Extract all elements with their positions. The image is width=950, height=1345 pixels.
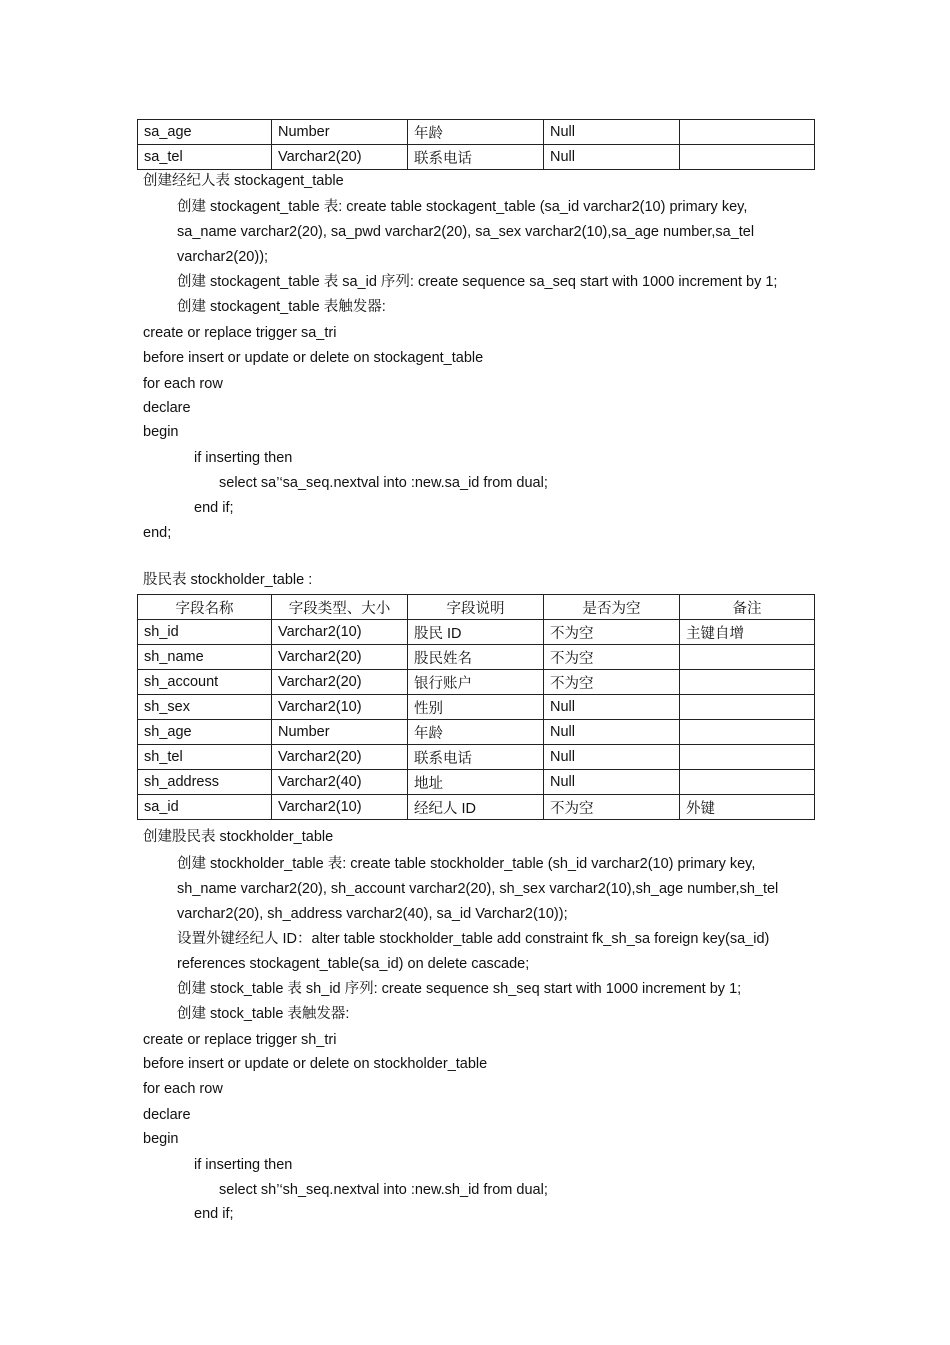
column-header: 字段名称 [138, 595, 272, 620]
code-line: select sa’‘sa_seq.nextval into :new.sa_id from dual; [219, 475, 548, 491]
table-cell: sh_sex [138, 695, 272, 720]
table-row [138, 145, 815, 170]
table-cell [680, 695, 815, 720]
table-cell: Number [272, 720, 408, 745]
table-cell: Varchar2(10) [272, 695, 408, 720]
code-line: create or replace trigger sh_tri [143, 1032, 337, 1048]
statement-line: varchar2(20)); [177, 249, 269, 265]
table-cell: 股民姓名 [408, 645, 544, 670]
create-table-statement [177, 195, 809, 320]
table-cell: 地址 [408, 770, 544, 795]
statement-line: sa_name varchar2(20), sa_pwd varchar2(20), sa_sex varchar2(10),sa_age number,sa_tel [177, 224, 755, 240]
table-row [138, 120, 815, 145]
table-cell: Null [544, 745, 680, 770]
foreign-key-statement: 设置外键经纪人 ID：alter table stockholder_table add constraint fk_sh_sa foreign key(sa_id) [177, 931, 770, 947]
table-cell: 主键自增 [680, 620, 815, 645]
code-line: before insert or update or delete on stockholder_table [143, 1056, 488, 1072]
table-row [138, 645, 815, 670]
table-cell [680, 145, 815, 170]
section-caption: 创建股民表 stockholder_table [143, 829, 334, 845]
table-cell: Varchar2(10) [272, 620, 408, 645]
table-cell: sa_age [138, 120, 272, 145]
table-cell: 性别 [408, 695, 544, 720]
table-row [138, 620, 815, 645]
table-cell: Null [544, 695, 680, 720]
table-cell: Varchar2(10) [272, 795, 408, 820]
code-line: for each row [143, 1081, 223, 1097]
table-cell: Null [544, 770, 680, 795]
code-line: select sh’‘sh_seq.nextval into :new.sh_id from dual; [219, 1182, 548, 1198]
table-cell [680, 770, 815, 795]
table-cell: 不为空 [544, 670, 680, 695]
foreign-key-statement: references stockagent_table(sa_id) on delete cascade; [177, 956, 530, 972]
section-caption: 创建经纪人表 stockagent_table [143, 173, 344, 189]
table-cell [680, 120, 815, 145]
table-row [138, 745, 815, 770]
table-cell: 年龄 [408, 720, 544, 745]
sequence-statement: 创建 stock_table 表 sh_id 序列: create sequence sh_seq start with 1000 increment by 1; [177, 981, 742, 997]
trigger-title: 创建 stock_table 表触发器: [177, 1006, 350, 1022]
table-cell [680, 645, 815, 670]
code-line: begin [143, 424, 179, 440]
table-cell: sh_tel [138, 745, 272, 770]
table-cell: Null [544, 120, 680, 145]
table-cell: 不为空 [544, 795, 680, 820]
statement-line: 创建 stockholder_table 表: create table stockholder_table (sh_id varchar2(10) primary key, [177, 856, 756, 872]
table-row [138, 770, 815, 795]
table-cell: Varchar2(20) [272, 670, 408, 695]
table-cell [680, 670, 815, 695]
code-line: declare [143, 1107, 191, 1123]
table-cell [680, 745, 815, 770]
table-cell: sh_account [138, 670, 272, 695]
statement-line: sh_name varchar2(20), sh_account varchar2(20), sh_sex varchar2(10),sh_age number,sh_tel [177, 881, 779, 897]
table-cell: Varchar2(20) [272, 645, 408, 670]
table-cell: 不为空 [544, 620, 680, 645]
table-cell: 股民 ID [408, 620, 544, 645]
table-header-row [138, 595, 815, 620]
table-cell: 银行账户 [408, 670, 544, 695]
stockagent-fields-table [137, 119, 815, 170]
table-cell [680, 720, 815, 745]
code-line: declare [143, 400, 191, 416]
column-header: 备注 [680, 595, 815, 620]
table-cell: sh_name [138, 645, 272, 670]
table-cell: sh_id [138, 620, 272, 645]
code-line: end; [143, 525, 172, 541]
trigger-title: 创建 stockagent_table 表触发器: [177, 299, 386, 315]
table-row [138, 720, 815, 745]
code-line: if inserting then [194, 450, 293, 466]
table-cell: Number [272, 120, 408, 145]
column-header: 字段说明 [408, 595, 544, 620]
table-row [138, 670, 815, 695]
table-cell: 外键 [680, 795, 815, 820]
code-line: end if; [194, 1206, 234, 1222]
table-cell: sh_address [138, 770, 272, 795]
table-cell: Null [544, 720, 680, 745]
sequence-statement: 创建 stockagent_table 表 sa_id 序列: create sequence sa_seq start with 1000 increment by 1; [177, 274, 778, 290]
code-line: if inserting then [194, 1157, 293, 1173]
table-cell: 联系电话 [408, 145, 544, 170]
table-row [138, 795, 815, 820]
table-cell: sa_tel [138, 145, 272, 170]
code-line: for each row [143, 376, 223, 392]
table-cell: Varchar2(20) [272, 145, 408, 170]
table-cell: 不为空 [544, 645, 680, 670]
code-line: create or replace trigger sa_tri [143, 325, 337, 341]
column-header: 是否为空 [544, 595, 680, 620]
statement-line: varchar2(20), sh_address varchar2(40), sa_id Varchar2(10)); [177, 906, 568, 922]
table-cell: 经纪人 ID [408, 795, 544, 820]
stockholder-fields-table [137, 594, 815, 820]
table-cell: Varchar2(20) [272, 745, 408, 770]
statement-line: 创建 stockagent_table 表: create table stockagent_table (sa_id varchar2(10) primary key, [177, 199, 748, 215]
code-line: end if; [194, 500, 234, 516]
column-header: 字段类型、大小 [272, 595, 408, 620]
table-cell: sa_id [138, 795, 272, 820]
create-table-statement [177, 852, 809, 1027]
code-line: begin [143, 1131, 179, 1147]
table-cell: 年龄 [408, 120, 544, 145]
table-cell: Varchar2(40) [272, 770, 408, 795]
table-row [138, 695, 815, 720]
code-line: before insert or update or delete on stockagent_table [143, 350, 484, 366]
table-cell: sh_age [138, 720, 272, 745]
table-cell: Null [544, 145, 680, 170]
table-cell: 联系电话 [408, 745, 544, 770]
section-caption: 股民表 stockholder_table : [143, 572, 313, 588]
